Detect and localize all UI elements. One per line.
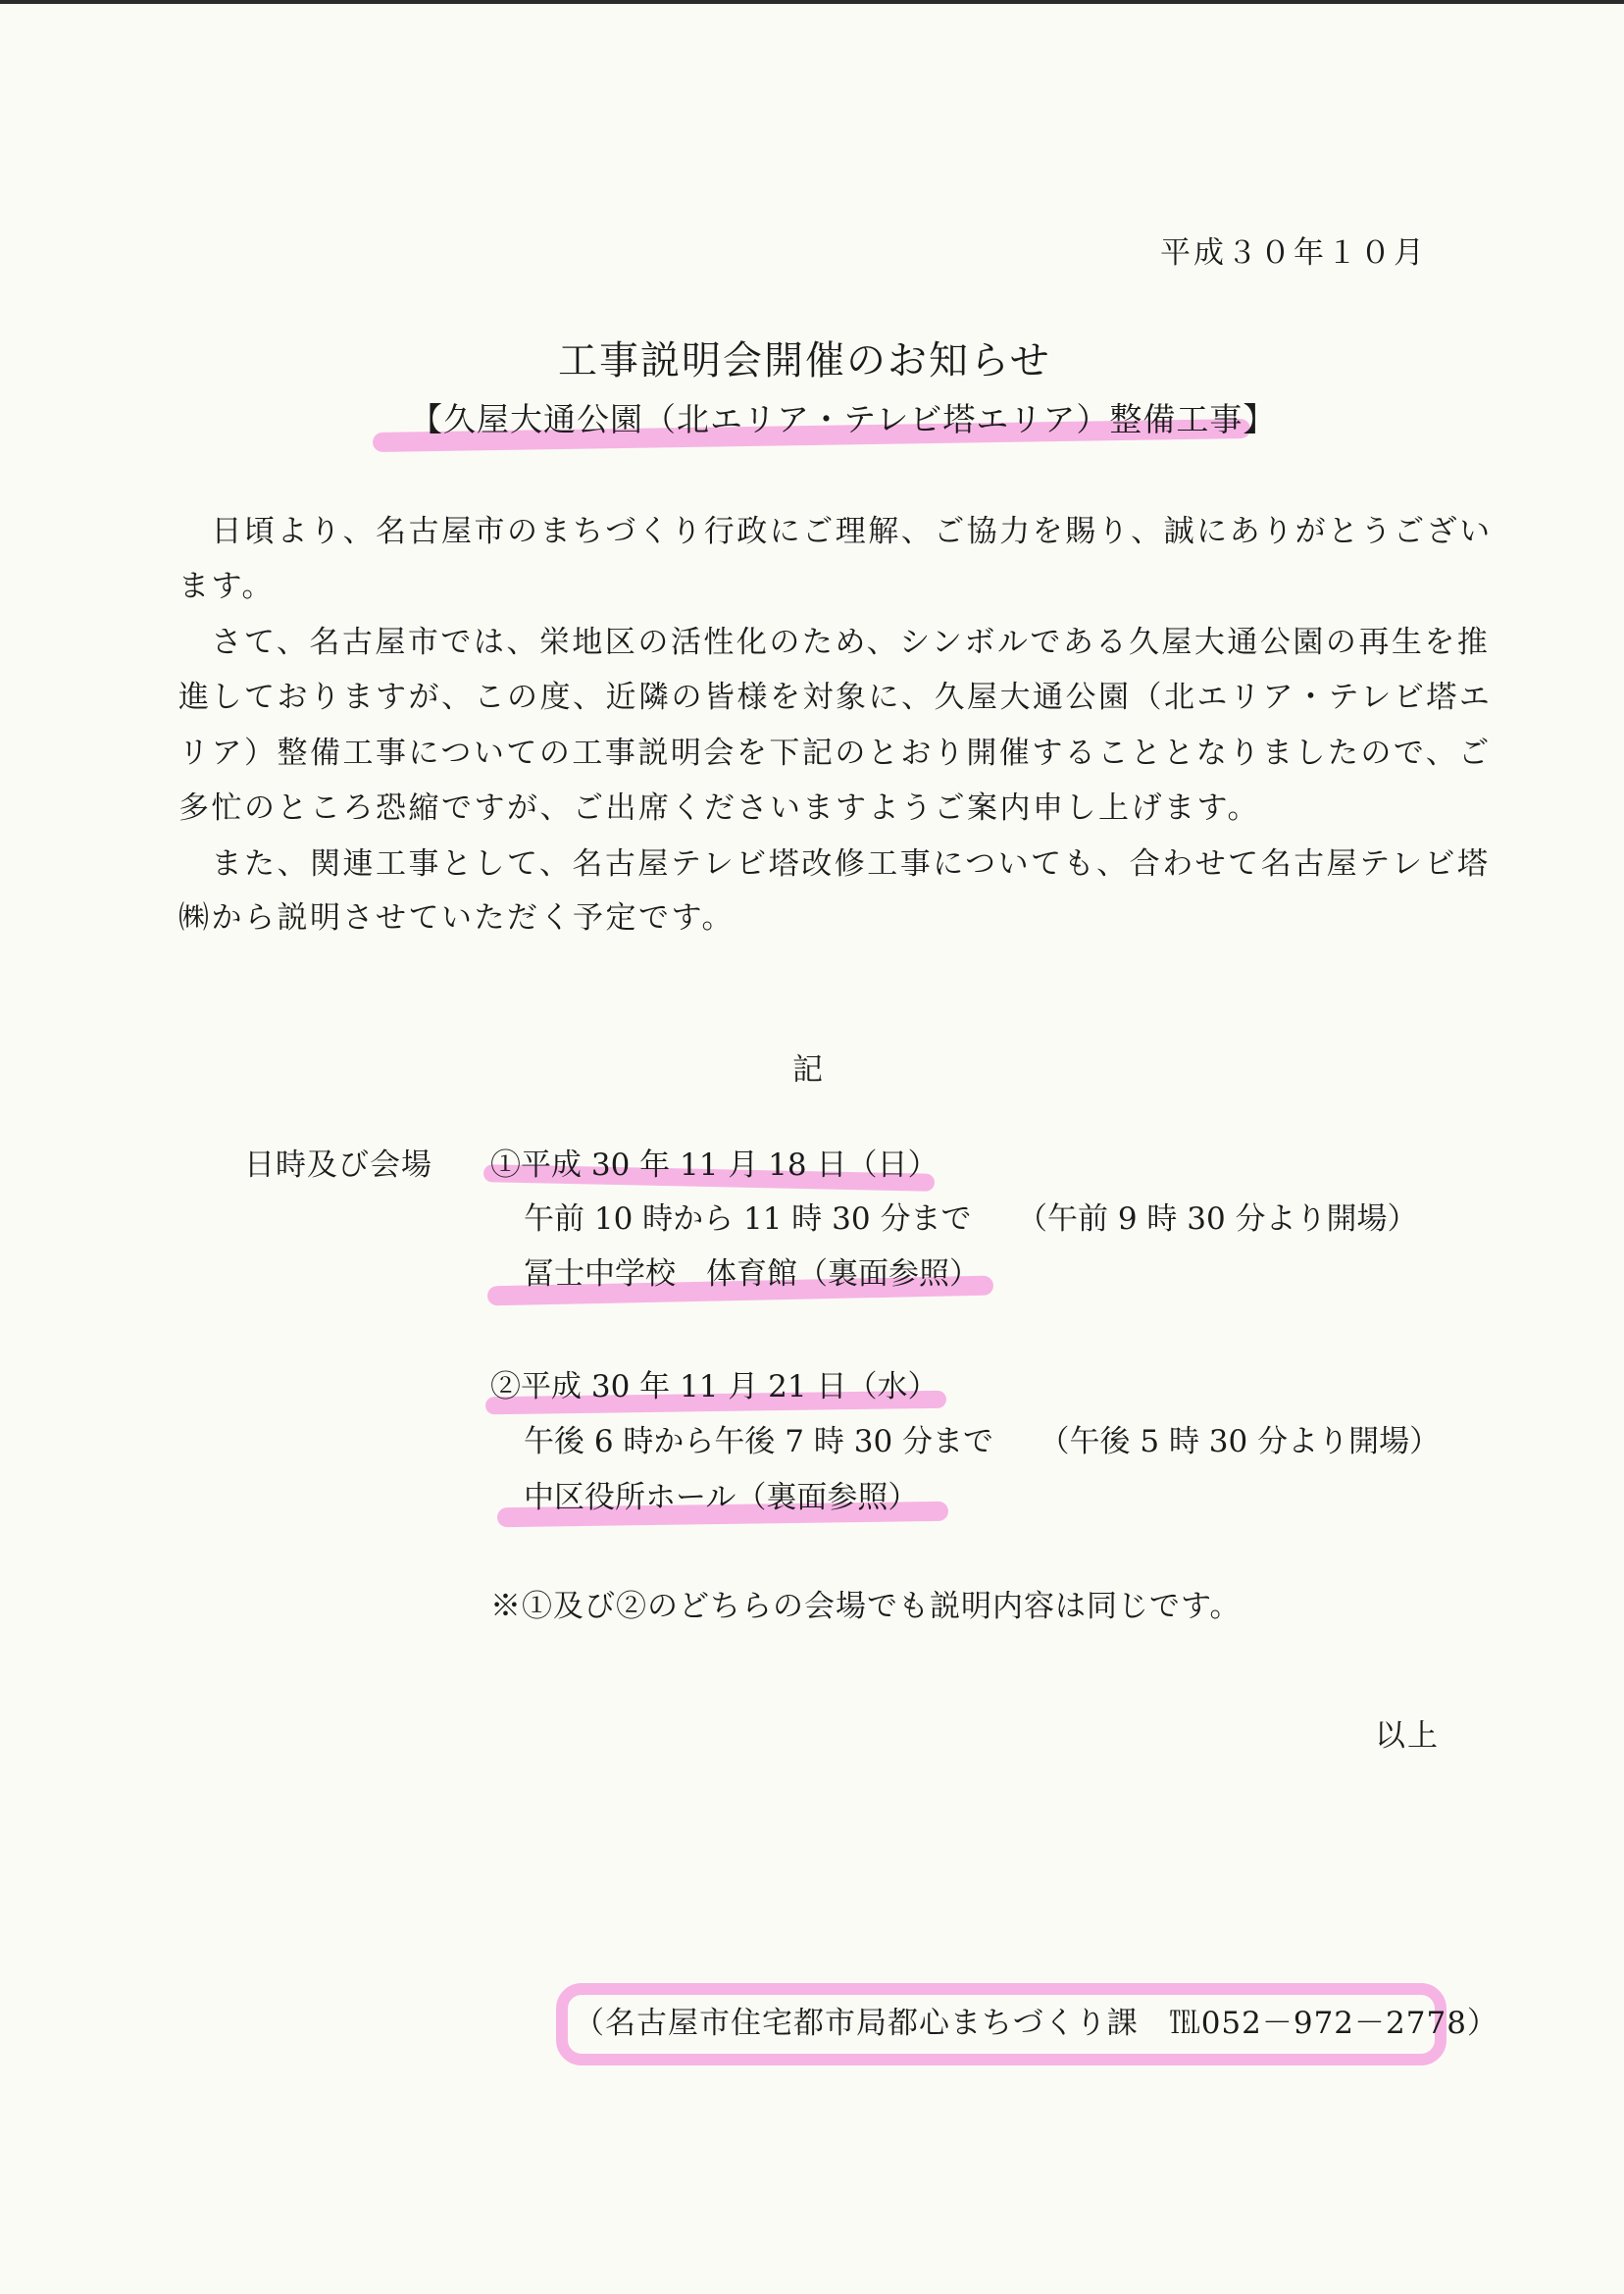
document-title: 工事説明会開催のお知らせ [558,338,1051,383]
body-line: リア）整備工事についての工事説明会を下記のとおり開催することとなりましたので、ご [178,736,1492,771]
session2-time: 午後 6 時から午後 7 時 30 分まで （午後 5 時 30 分より開場） [524,1424,1441,1459]
session2-date: ②平成 30 年 11 月 21 日（水） [490,1369,939,1404]
session1-time: 午前 10 時から 11 時 30 分まで （午前 9 時 30 分より開場） [524,1201,1418,1237]
body-line: ます。 [178,569,276,604]
body-line: さて、名古屋市では、栄地区の活性化のため、シンボルである久屋大通公園の再生を推 [178,625,1491,660]
session1-date: ①平成 30 年 11 月 18 日（日） [490,1147,939,1183]
session1-venue: 冨士中学校 体育館（裏面参照） [524,1256,980,1292]
body-line: 進しておりますが、この度、近隣の皆様を対象に、久屋大通公園（北エリア・テレビ塔エ [178,680,1493,715]
body-line: 日頃より、名古屋市のまちづくり行政にご理解、ご協力を賜り、誠にありがとうござい [178,514,1493,549]
body-line: 多忙のところ恐縮ですが、ご出席くださいますようご案内申し上げます。 [178,790,1261,826]
ki-heading: 記 [792,1052,823,1088]
contact-info: （名古屋市住宅都市局都心まちづくり課 ℡052－972－2778） [574,2006,1498,2041]
sessions-label: 日時及び会場 [244,1147,432,1183]
body-line: ㈱から説明させていただく予定です。 [178,900,736,936]
session2-venue: 中区役所ホール（裏面参照） [524,1480,919,1515]
body-line: また、関連工事として、名古屋テレビ塔改修工事についても、合わせて名古屋テレビ塔 [178,846,1491,882]
scan-top-edge [0,0,1624,4]
document-subtitle: 【久屋大通公園（北エリア・テレビ塔エリア）整備工事】 [410,400,1277,438]
document-date: 平成３０年１０月 [1160,235,1427,271]
venue-note: ※①及び②のどちらの会場でも説明内容は同じです。 [490,1589,1242,1624]
closing-mark: 以上 [1375,1718,1440,1754]
